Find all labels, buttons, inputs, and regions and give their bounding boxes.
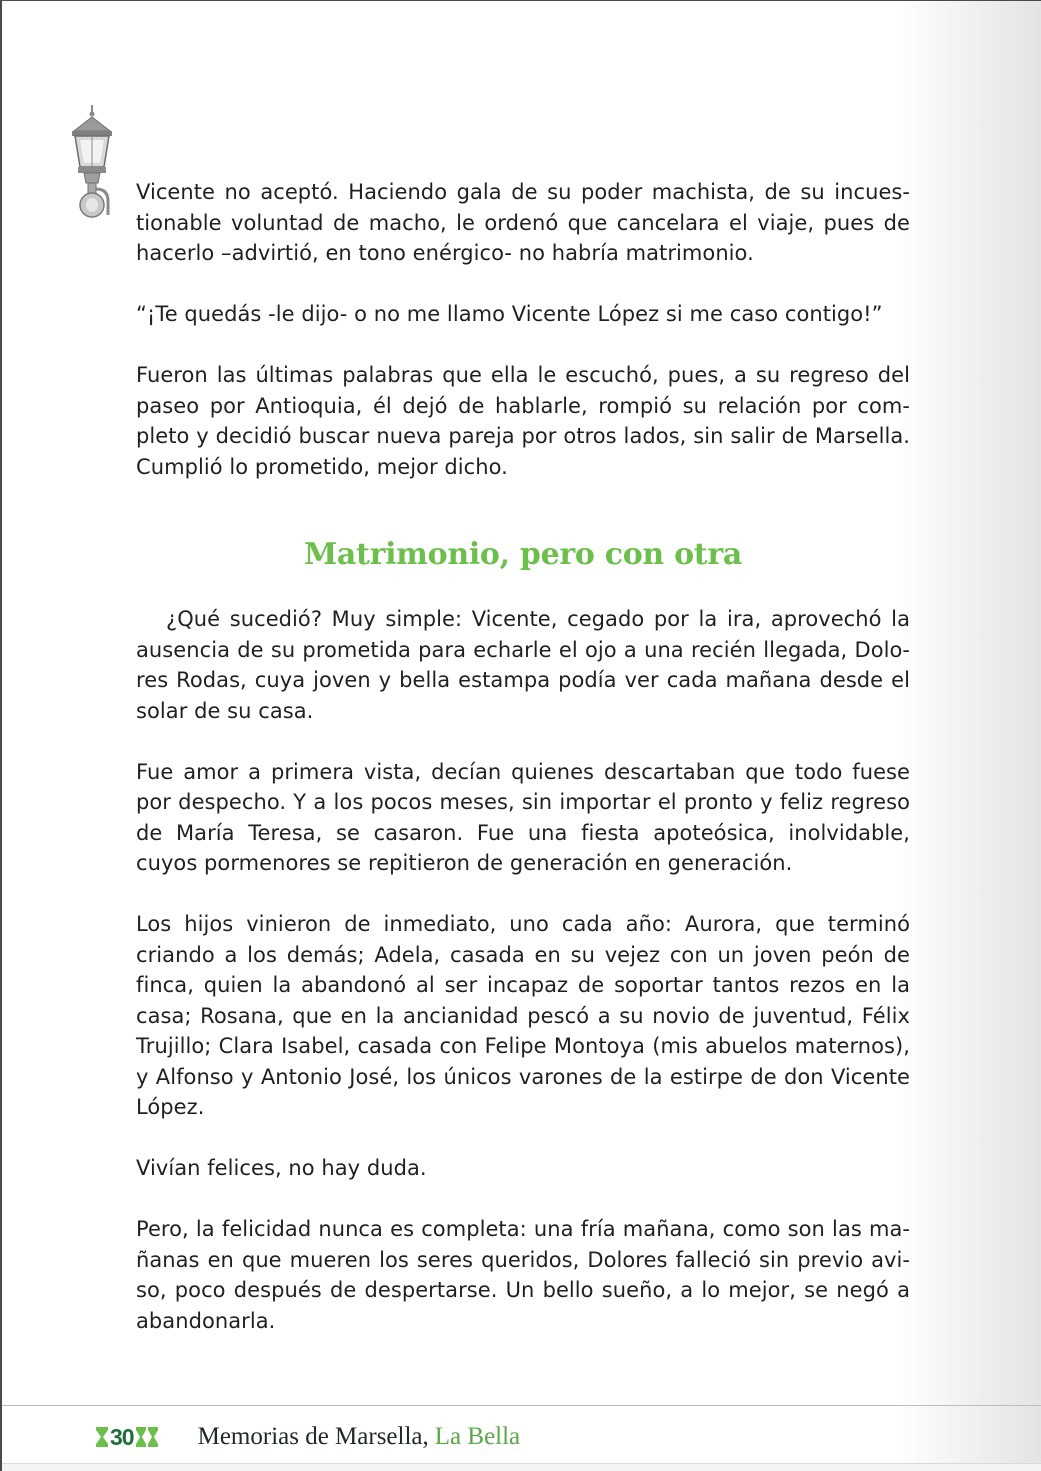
paragraph-what-happened: ¿Qué sucedió? Muy simple: Vicente, cegado por la ira, aprovechó la ausencia de su prometida para echarle el ojo a una recién llegada, Dolores Rodas, cuya joven y bella estampa podía ver cada mañana desde el solar de su casa. xyxy=(136,607,910,723)
paragraph-death: Pero, la felicidad nunca es completa: una fría mañana, como son las mañanas en que mueren los seres queridos, Dolores falleció sin previo aviso, poco después de despertarse. Un bello sueño, a lo mejor, se negó a abandonarla. xyxy=(136,1217,910,1333)
paragraph-quote: “¡Te quedás -le dijo- o no me llamo Vicente López si me caso contigo!” xyxy=(136,302,883,326)
hourglass-right-icon xyxy=(136,1427,160,1447)
page-footer xyxy=(96,1419,520,1455)
section-heading: Matrimonio, pero con otra xyxy=(303,537,743,572)
street-lamp-icon xyxy=(64,105,120,221)
paragraph-happy: Vivían felices, no hay duda. xyxy=(136,1156,427,1180)
paragraph-vicente-refusal: Vicente no aceptó. Haciendo gala de su poder machista, de su incuestionable voluntad de macho, le ordenó que cancelara el viaje, pues de hacerlo –advirtió, en tono enérgico- no habría matrimonio. xyxy=(136,180,910,265)
hourglass-left-icon xyxy=(96,1427,108,1447)
top-text-section xyxy=(136,177,910,513)
bottom-text-section xyxy=(136,604,910,1367)
book-subtitle: La Bella xyxy=(434,1423,521,1450)
footer-divider xyxy=(2,1405,1041,1406)
paragraph-children: Los hijos vinieron de inmediato, uno cada año: Aurora, que terminó criando a los demás; Adela, casada en su vejez con un joven peón de finca, quien la abandonó al ser incapaz de soportar tantos rezos en la casa; Rosana, que en la ancianidad pescó a su novio de juventud, Félix Trujillo; Clara Isabel, casada con Felipe Montoya (mis abuelos maternos), y Alfonso y Antonio José, los únicos varones de la estirpe de don Vicente López. xyxy=(136,912,910,1119)
paragraph-last-words: Fueron las últimas palabras que ella le escuchó, pues, a su regreso del paseo por Antioquia, él dejó de hablarle, rompió su relación por completo y decidió buscar nueva pareja por otros lados, sin salir de Marsella. Cumplió lo prometido, mejor dicho. xyxy=(136,363,910,479)
book-title: Memorias de Marsella, xyxy=(197,1423,429,1450)
paragraph-love-at-first-sight: Fue amor a primera vista, decían quienes descartaban que todo fuese por despecho. Y a los pocos meses, sin importar el pronto y feliz regreso de María Teresa, se casaron. Fue una fiesta apoteósica, inolvidable, cuyos pormenores se repitieron de generación en generación. xyxy=(136,759,910,875)
page-number: 30 xyxy=(110,1423,134,1450)
page-number-group xyxy=(96,1424,160,1451)
page-bottom-edge xyxy=(2,1463,1041,1471)
